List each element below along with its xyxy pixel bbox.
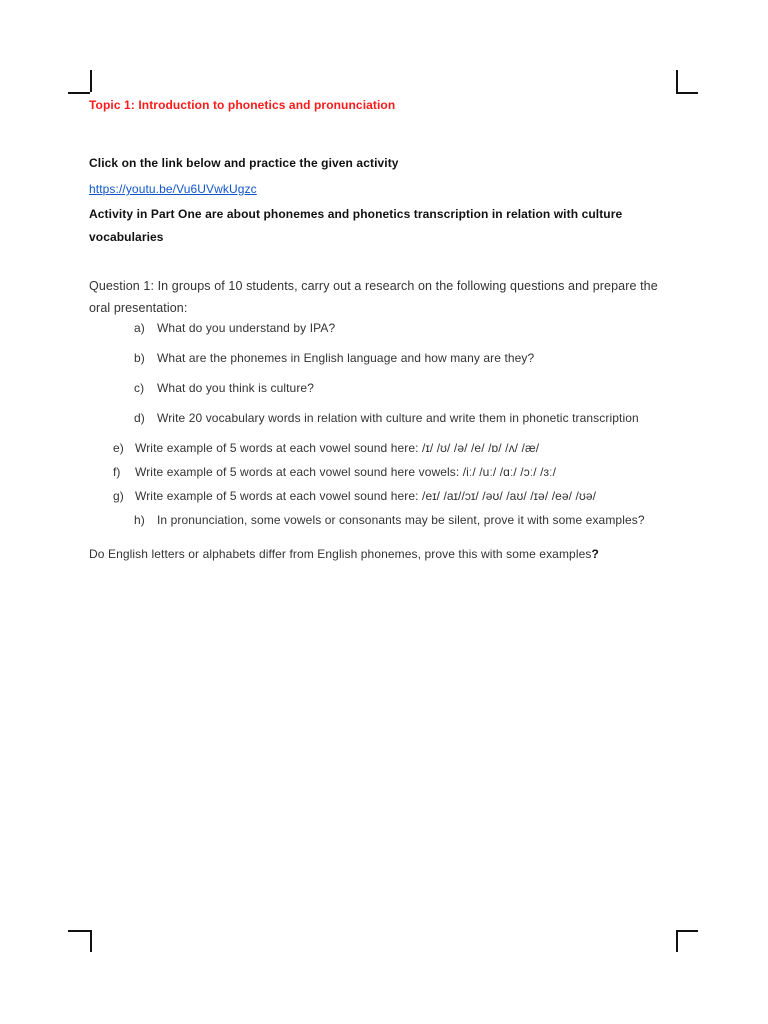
list-marker: a): [134, 321, 145, 335]
video-link[interactable]: https://youtu.be/Vu6UVwkUgzc: [89, 182, 257, 196]
list-item-text: What are the phonemes in English language and how many are they?: [157, 351, 535, 365]
list-item: [89, 439, 681, 458]
crop-mark-bottom-right: [676, 930, 700, 954]
sub-question-list: [89, 319, 681, 428]
list-item: [89, 319, 681, 338]
list-marker: e): [113, 441, 124, 455]
topic-heading: Topic 1: Introduction to phonetics and pronunciation: [89, 98, 396, 112]
list-item-text: What do you understand by IPA?: [157, 321, 336, 335]
list-marker: f): [113, 465, 121, 479]
activity-description: Activity in Part One are about phonemes and phonetics transcription in relation with culture vocabularies: [89, 207, 623, 244]
list-item: [89, 379, 681, 398]
list-item: [89, 487, 681, 506]
question-intro: Question 1: In groups of 10 students, carry out a research on the following questions and prepare the oral presentation:: [89, 279, 658, 315]
list-item-text: In pronunciation, some vowels or consonants may be silent, prove it with some examples?: [157, 513, 645, 527]
document-content: [89, 96, 681, 566]
crop-mark-bottom-left: [68, 930, 92, 954]
list-item: [89, 511, 681, 530]
list-item-text: What do you think is culture?: [157, 381, 314, 395]
list-item: [89, 409, 681, 428]
list-item-text: Write example of 5 words at each vowel sound here vowels: /iː/ /uː/ /ɑː/ /ɔː/ /ɜː/: [135, 465, 556, 479]
list-item: [89, 463, 681, 482]
list-item-text: Write example of 5 words at each vowel sound here: /ɪ/ /ʊ/ /ə/ /e/ /ɒ/ /ʌ/ /æ/: [135, 441, 540, 455]
list-item-text: Write 20 vocabulary words in relation with culture and write them in phonetic transcription: [157, 411, 639, 425]
list-marker: d): [134, 411, 145, 425]
final-question-mark: ?: [591, 547, 599, 561]
crop-mark-top-right: [676, 70, 700, 94]
list-marker: b): [134, 351, 145, 365]
list-marker: c): [134, 381, 145, 395]
list-item-text: Write example of 5 words at each vowel sound here: /eɪ/ /aɪ//ɔɪ/ /əʊ/ /aʊ/ /ɪə/ /eə/ /ʊə/: [135, 489, 597, 503]
list-marker: g): [113, 489, 124, 503]
final-question: [89, 543, 681, 566]
final-question-text: Do English letters or alphabets differ from English phonemes, prove this with some examples: [89, 547, 592, 561]
list-item: [89, 349, 681, 368]
crop-mark-top-left: [68, 70, 92, 94]
list-marker: h): [134, 513, 145, 527]
instruction-text: Click on the link below and practice the given activity: [89, 156, 399, 170]
vowel-task-list: [89, 439, 681, 530]
